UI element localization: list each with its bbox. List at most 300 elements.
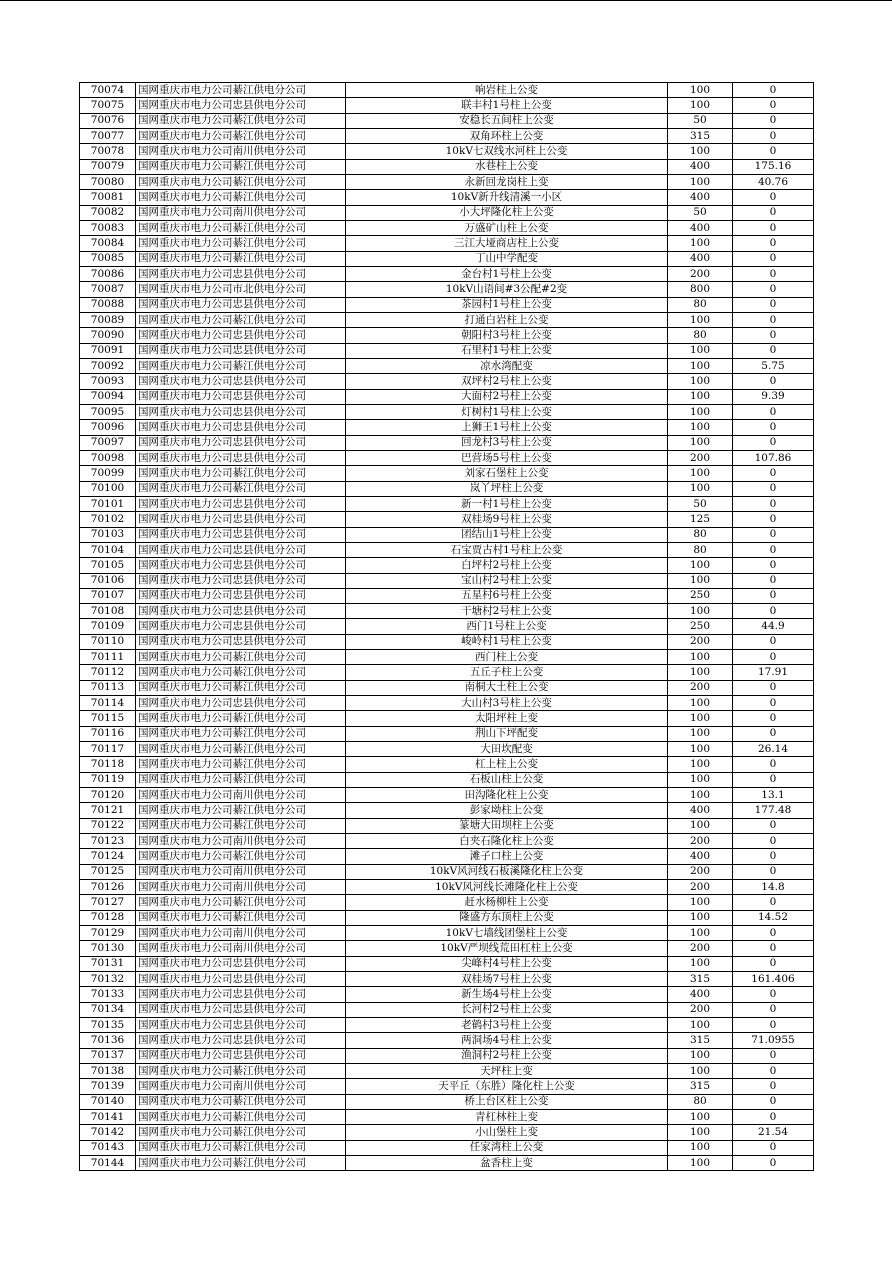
table-row xyxy=(80,389,814,404)
id-cell: 70127 xyxy=(80,895,136,910)
transformer-name-cell: 太阳坪柱上变 xyxy=(346,711,668,726)
table-row xyxy=(80,742,814,757)
table-row xyxy=(80,941,814,956)
id-cell: 70131 xyxy=(80,956,136,971)
org-cell: 国网重庆市电力公司綦江供电分公司 xyxy=(136,128,346,143)
capacity-cell: 100 xyxy=(668,466,733,481)
transformer-name-cell: 双桂场7号柱上公变 xyxy=(346,972,668,987)
transformer-name-cell: 10kV风河线石板溪隆化柱上公变 xyxy=(346,864,668,879)
capacity-cell: 125 xyxy=(668,512,733,527)
transformer-name-cell: 隆盛方东顶柱上公变 xyxy=(346,910,668,925)
capacity-cell: 100 xyxy=(668,956,733,971)
value-cell: 0 xyxy=(733,941,814,956)
org-cell: 国网重庆市电力公司綦江供电分公司 xyxy=(136,358,346,373)
capacity-cell: 250 xyxy=(668,619,733,634)
capacity-cell: 400 xyxy=(668,159,733,174)
capacity-cell: 400 xyxy=(668,251,733,266)
table-row xyxy=(80,987,814,1002)
transformer-name-cell: 石板山柱上公变 xyxy=(346,772,668,787)
table-row xyxy=(80,496,814,511)
id-cell: 70092 xyxy=(80,358,136,373)
table-row xyxy=(80,1002,814,1017)
table-row xyxy=(80,972,814,987)
id-cell: 70076 xyxy=(80,113,136,128)
capacity-cell: 100 xyxy=(668,895,733,910)
id-cell: 70134 xyxy=(80,1002,136,1017)
value-cell: 44.9 xyxy=(733,619,814,634)
id-cell: 70093 xyxy=(80,374,136,389)
table-row xyxy=(80,159,814,174)
capacity-cell: 100 xyxy=(668,696,733,711)
table-row xyxy=(80,926,814,941)
id-cell: 70143 xyxy=(80,1140,136,1155)
top-border-line xyxy=(0,0,892,1)
capacity-cell: 315 xyxy=(668,1033,733,1048)
value-cell: 0 xyxy=(733,236,814,251)
transformer-name-cell: 南桐大土柱上公变 xyxy=(346,680,668,695)
capacity-cell: 100 xyxy=(668,1109,733,1124)
org-cell: 国网重庆市电力公司南川供电分公司 xyxy=(136,205,346,220)
capacity-cell: 315 xyxy=(668,972,733,987)
id-cell: 70102 xyxy=(80,512,136,527)
transformer-name-cell: 两洞场4号柱上公变 xyxy=(346,1033,668,1048)
value-cell: 0 xyxy=(733,420,814,435)
id-cell: 70087 xyxy=(80,282,136,297)
table-row xyxy=(80,527,814,542)
value-cell: 0 xyxy=(733,926,814,941)
org-cell: 国网重庆市电力公司忠县供电分公司 xyxy=(136,542,346,557)
value-cell: 0 xyxy=(733,711,814,726)
org-cell: 国网重庆市电力公司綦江供电分公司 xyxy=(136,190,346,205)
value-cell: 0 xyxy=(733,374,814,389)
capacity-cell: 50 xyxy=(668,113,733,128)
capacity-cell: 100 xyxy=(668,665,733,680)
value-cell: 0 xyxy=(733,818,814,833)
table-row xyxy=(80,144,814,159)
value-cell: 0 xyxy=(733,128,814,143)
id-cell: 70121 xyxy=(80,803,136,818)
capacity-cell: 100 xyxy=(668,343,733,358)
transformer-name-cell: 青杠林柱上变 xyxy=(346,1109,668,1124)
transformer-name-cell: 长河村2号柱上公变 xyxy=(346,1002,668,1017)
transformer-name-cell: 大田坎配变 xyxy=(346,742,668,757)
capacity-cell: 100 xyxy=(668,1048,733,1063)
capacity-cell: 100 xyxy=(668,144,733,159)
org-cell: 国网重庆市电力公司綦江供电分公司 xyxy=(136,312,346,327)
value-cell: 107.86 xyxy=(733,450,814,465)
value-cell: 0 xyxy=(733,144,814,159)
capacity-cell: 100 xyxy=(668,726,733,741)
transformer-name-cell: 篆塘大田坝柱上公变 xyxy=(346,818,668,833)
table-row xyxy=(80,895,814,910)
table-row xyxy=(80,650,814,665)
id-cell: 70082 xyxy=(80,205,136,220)
org-cell: 国网重庆市电力公司綦江供电分公司 xyxy=(136,772,346,787)
transformer-name-cell: 金台村1号柱上公变 xyxy=(346,266,668,281)
id-cell: 70085 xyxy=(80,251,136,266)
org-cell: 国网重庆市电力公司綦江供电分公司 xyxy=(136,849,346,864)
org-cell: 国网重庆市电力公司忠县供电分公司 xyxy=(136,389,346,404)
org-cell: 国网重庆市电力公司忠县供电分公司 xyxy=(136,512,346,527)
value-cell: 0 xyxy=(733,98,814,113)
value-cell: 0 xyxy=(733,312,814,327)
value-cell: 0 xyxy=(733,680,814,695)
org-cell: 国网重庆市电力公司忠县供电分公司 xyxy=(136,1002,346,1017)
value-cell: 161.406 xyxy=(733,972,814,987)
id-cell: 70079 xyxy=(80,159,136,174)
value-cell: 0 xyxy=(733,512,814,527)
table-row xyxy=(80,420,814,435)
id-cell: 70140 xyxy=(80,1094,136,1109)
capacity-cell: 250 xyxy=(668,588,733,603)
transformer-name-cell: 10kV严坝线荒田杠柱上公变 xyxy=(346,941,668,956)
org-cell: 国网重庆市电力公司綦江供电分公司 xyxy=(136,895,346,910)
capacity-cell: 200 xyxy=(668,634,733,649)
capacity-cell: 100 xyxy=(668,711,733,726)
value-cell: 0 xyxy=(733,1064,814,1079)
org-cell: 国网重庆市电力公司南川供电分公司 xyxy=(136,864,346,879)
transformer-name-cell: 朝阳村3号柱上公变 xyxy=(346,328,668,343)
transformer-name-cell: 新生场4号柱上公变 xyxy=(346,987,668,1002)
capacity-cell: 80 xyxy=(668,542,733,557)
id-cell: 70116 xyxy=(80,726,136,741)
table-row xyxy=(80,864,814,879)
org-cell: 国网重庆市电力公司忠县供电分公司 xyxy=(136,404,346,419)
capacity-cell: 100 xyxy=(668,558,733,573)
value-cell: 0 xyxy=(733,834,814,849)
id-cell: 70125 xyxy=(80,864,136,879)
value-cell: 0 xyxy=(733,113,814,128)
table-row xyxy=(80,956,814,971)
org-cell: 国网重庆市电力公司南川供电分公司 xyxy=(136,926,346,941)
capacity-cell: 400 xyxy=(668,220,733,235)
id-cell: 70122 xyxy=(80,818,136,833)
transformer-name-cell: 滩子口柱上公变 xyxy=(346,849,668,864)
id-cell: 70141 xyxy=(80,1109,136,1124)
org-cell: 国网重庆市电力公司忠县供电分公司 xyxy=(136,696,346,711)
value-cell: 0 xyxy=(733,696,814,711)
capacity-cell: 100 xyxy=(668,98,733,113)
transformer-name-cell: 10kV新升线清溪一小区 xyxy=(346,190,668,205)
transformer-name-cell: 杠上柱上公变 xyxy=(346,757,668,772)
transformer-name-cell: 尖峰村4号柱上公变 xyxy=(346,956,668,971)
table-row xyxy=(80,98,814,113)
capacity-cell: 100 xyxy=(668,420,733,435)
org-cell: 国网重庆市电力公司南川供电分公司 xyxy=(136,880,346,895)
transformer-name-cell: 丁山中学配变 xyxy=(346,251,668,266)
id-cell: 70077 xyxy=(80,128,136,143)
capacity-cell: 100 xyxy=(668,573,733,588)
table-row xyxy=(80,696,814,711)
value-cell: 0 xyxy=(733,481,814,496)
org-cell: 国网重庆市电力公司南川供电分公司 xyxy=(136,788,346,803)
id-cell: 70098 xyxy=(80,450,136,465)
org-cell: 国网重庆市电力公司綦江供电分公司 xyxy=(136,481,346,496)
org-cell: 国网重庆市电力公司忠县供电分公司 xyxy=(136,1018,346,1033)
transformer-name-cell: 石宝贾古村1号柱上公变 xyxy=(346,542,668,557)
table-row xyxy=(80,604,814,619)
id-cell: 70088 xyxy=(80,297,136,312)
value-cell: 0 xyxy=(733,297,814,312)
value-cell: 0 xyxy=(733,757,814,772)
value-cell: 0 xyxy=(733,634,814,649)
transformer-name-cell: 渔洞村2号柱上公变 xyxy=(346,1048,668,1063)
id-cell: 70123 xyxy=(80,834,136,849)
transformer-name-cell: 彭家坳柱上公变 xyxy=(346,803,668,818)
transformer-name-cell: 回龙村3号柱上公变 xyxy=(346,435,668,450)
id-cell: 70118 xyxy=(80,757,136,772)
org-cell: 国网重庆市电力公司忠县供电分公司 xyxy=(136,435,346,450)
capacity-cell: 100 xyxy=(668,435,733,450)
id-cell: 70133 xyxy=(80,987,136,1002)
transformer-name-cell: 万盛矿山柱上公变 xyxy=(346,220,668,235)
capacity-cell: 100 xyxy=(668,1125,733,1140)
transformer-name-cell: 上狮王1号柱上公变 xyxy=(346,420,668,435)
table-row xyxy=(80,174,814,189)
id-cell: 70114 xyxy=(80,696,136,711)
table-row xyxy=(80,404,814,419)
org-cell: 国网重庆市电力公司忠县供电分公司 xyxy=(136,450,346,465)
id-cell: 70075 xyxy=(80,98,136,113)
table-row xyxy=(80,83,814,98)
value-cell: 0 xyxy=(733,435,814,450)
table-row xyxy=(80,1140,814,1155)
table-row xyxy=(80,113,814,128)
id-cell: 70101 xyxy=(80,496,136,511)
value-cell: 0 xyxy=(733,205,814,220)
capacity-cell: 100 xyxy=(668,312,733,327)
org-cell: 国网重庆市电力公司市北供电分公司 xyxy=(136,282,346,297)
value-cell: 17.91 xyxy=(733,665,814,680)
table-row xyxy=(80,1033,814,1048)
capacity-cell: 400 xyxy=(668,849,733,864)
org-cell: 国网重庆市电力公司綦江供电分公司 xyxy=(136,236,346,251)
transformer-name-cell: 干塘村2号柱上公变 xyxy=(346,604,668,619)
org-cell: 国网重庆市电力公司綦江供电分公司 xyxy=(136,174,346,189)
capacity-cell: 100 xyxy=(668,1140,733,1155)
table-row xyxy=(80,1094,814,1109)
table-row xyxy=(80,910,814,925)
capacity-cell: 200 xyxy=(668,266,733,281)
table-row xyxy=(80,849,814,864)
transformer-name-cell: 荆山下坪配变 xyxy=(346,726,668,741)
org-cell: 国网重庆市电力公司綦江供电分公司 xyxy=(136,757,346,772)
transformer-name-cell: 白坪村2号柱上公变 xyxy=(346,558,668,573)
value-cell: 14.8 xyxy=(733,880,814,895)
value-cell: 177.48 xyxy=(733,803,814,818)
capacity-cell: 200 xyxy=(668,941,733,956)
id-cell: 70112 xyxy=(80,665,136,680)
table-row xyxy=(80,374,814,389)
transformer-name-cell: 双桂场9号柱上公变 xyxy=(346,512,668,527)
id-cell: 70113 xyxy=(80,680,136,695)
table-row xyxy=(80,726,814,741)
id-cell: 70119 xyxy=(80,772,136,787)
org-cell: 国网重庆市电力公司忠县供电分公司 xyxy=(136,972,346,987)
table-row xyxy=(80,1048,814,1063)
capacity-cell: 100 xyxy=(668,742,733,757)
id-cell: 70109 xyxy=(80,619,136,634)
transformer-name-cell: 凉水湾配变 xyxy=(346,358,668,373)
value-cell: 40.76 xyxy=(733,174,814,189)
org-cell: 国网重庆市电力公司綦江供电分公司 xyxy=(136,1140,346,1155)
org-cell: 国网重庆市电力公司忠县供电分公司 xyxy=(136,956,346,971)
id-cell: 70142 xyxy=(80,1125,136,1140)
table-row xyxy=(80,466,814,481)
id-cell: 70137 xyxy=(80,1048,136,1063)
org-cell: 国网重庆市电力公司南川供电分公司 xyxy=(136,834,346,849)
org-cell: 国网重庆市电力公司綦江供电分公司 xyxy=(136,1064,346,1079)
value-cell: 0 xyxy=(733,1155,814,1170)
id-cell: 70081 xyxy=(80,190,136,205)
table-row xyxy=(80,634,814,649)
transformer-name-cell: 联丰村1号柱上公变 xyxy=(346,98,668,113)
capacity-cell: 100 xyxy=(668,604,733,619)
value-cell: 0 xyxy=(733,956,814,971)
table-row xyxy=(80,619,814,634)
id-cell: 70091 xyxy=(80,343,136,358)
value-cell: 0 xyxy=(733,251,814,266)
capacity-cell: 100 xyxy=(668,650,733,665)
table-row xyxy=(80,880,814,895)
transformer-name-cell: 岚丫坪柱上公变 xyxy=(346,481,668,496)
value-cell: 0 xyxy=(733,190,814,205)
id-cell: 70136 xyxy=(80,1033,136,1048)
value-cell: 14.52 xyxy=(733,910,814,925)
id-cell: 70115 xyxy=(80,711,136,726)
id-cell: 70090 xyxy=(80,328,136,343)
org-cell: 国网重庆市电力公司綦江供电分公司 xyxy=(136,466,346,481)
id-cell: 70086 xyxy=(80,266,136,281)
table-row xyxy=(80,1125,814,1140)
transformer-name-cell: 灯树村1号柱上公变 xyxy=(346,404,668,419)
table-row xyxy=(80,818,814,833)
org-cell: 国网重庆市电力公司忠县供电分公司 xyxy=(136,98,346,113)
table-row xyxy=(80,481,814,496)
table-row xyxy=(80,190,814,205)
capacity-cell: 100 xyxy=(668,374,733,389)
table-row xyxy=(80,205,814,220)
id-cell: 70095 xyxy=(80,404,136,419)
org-cell: 国网重庆市电力公司綦江供电分公司 xyxy=(136,1155,346,1170)
org-cell: 国网重庆市电力公司綦江供电分公司 xyxy=(136,665,346,680)
transformer-name-cell: 赶水杨柳柱上公变 xyxy=(346,895,668,910)
id-cell: 70132 xyxy=(80,972,136,987)
table-row xyxy=(80,558,814,573)
id-cell: 70108 xyxy=(80,604,136,619)
table-row xyxy=(80,772,814,787)
transformer-name-cell: 水巷柱上公变 xyxy=(346,159,668,174)
value-cell: 9.39 xyxy=(733,389,814,404)
value-cell: 0 xyxy=(733,328,814,343)
transformer-name-cell: 小大坪隆化柱上公变 xyxy=(346,205,668,220)
transformer-name-cell: 巴营场5号柱上公变 xyxy=(346,450,668,465)
table-row xyxy=(80,512,814,527)
org-cell: 国网重庆市电力公司忠县供电分公司 xyxy=(136,619,346,634)
org-cell: 国网重庆市电力公司綦江供电分公司 xyxy=(136,818,346,833)
transformer-name-cell: 白夹石隆化柱上公变 xyxy=(346,834,668,849)
org-cell: 国网重庆市电力公司南川供电分公司 xyxy=(136,144,346,159)
table-row xyxy=(80,220,814,235)
capacity-cell: 400 xyxy=(668,190,733,205)
table-row xyxy=(80,1155,814,1170)
org-cell: 国网重庆市电力公司忠县供电分公司 xyxy=(136,527,346,542)
table-row xyxy=(80,266,814,281)
id-cell: 70100 xyxy=(80,481,136,496)
org-cell: 国网重庆市电力公司忠县供电分公司 xyxy=(136,420,346,435)
capacity-cell: 100 xyxy=(668,358,733,373)
id-cell: 70083 xyxy=(80,220,136,235)
capacity-cell: 80 xyxy=(668,527,733,542)
value-cell: 0 xyxy=(733,1109,814,1124)
capacity-cell: 100 xyxy=(668,236,733,251)
transformer-name-cell: 小山堡柱上变 xyxy=(346,1125,668,1140)
value-cell: 0 xyxy=(733,466,814,481)
value-cell: 0 xyxy=(733,726,814,741)
id-cell: 70078 xyxy=(80,144,136,159)
transformer-name-cell: 任家湾柱上公变 xyxy=(346,1140,668,1155)
transformer-name-cell: 峻岭村1号柱上公变 xyxy=(346,634,668,649)
table-row xyxy=(80,1079,814,1094)
value-cell: 0 xyxy=(733,558,814,573)
value-cell: 0 xyxy=(733,1018,814,1033)
transformer-name-cell: 宝山村2号柱上公变 xyxy=(346,573,668,588)
id-cell: 70124 xyxy=(80,849,136,864)
value-cell: 0 xyxy=(733,527,814,542)
org-cell: 国网重庆市电力公司忠县供电分公司 xyxy=(136,343,346,358)
table-row xyxy=(80,711,814,726)
table-row xyxy=(80,1064,814,1079)
org-cell: 国网重庆市电力公司綦江供电分公司 xyxy=(136,159,346,174)
org-cell: 国网重庆市电力公司綦江供电分公司 xyxy=(136,910,346,925)
table-row xyxy=(80,251,814,266)
org-cell: 国网重庆市电力公司綦江供电分公司 xyxy=(136,711,346,726)
id-cell: 70074 xyxy=(80,83,136,98)
transformer-name-cell: 天坪柱上变 xyxy=(346,1064,668,1079)
org-cell: 国网重庆市电力公司忠县供电分公司 xyxy=(136,374,346,389)
id-cell: 70120 xyxy=(80,788,136,803)
value-cell: 0 xyxy=(733,588,814,603)
id-cell: 70089 xyxy=(80,312,136,327)
value-cell: 0 xyxy=(733,496,814,511)
table-row xyxy=(80,435,814,450)
capacity-cell: 100 xyxy=(668,926,733,941)
capacity-cell: 80 xyxy=(668,328,733,343)
transformer-name-cell: 三江大垭商店柱上公变 xyxy=(346,236,668,251)
id-cell: 70097 xyxy=(80,435,136,450)
table-row xyxy=(80,328,814,343)
org-cell: 国网重庆市电力公司忠县供电分公司 xyxy=(136,1048,346,1063)
org-cell: 国网重庆市电力公司綦江供电分公司 xyxy=(136,680,346,695)
id-cell: 70128 xyxy=(80,910,136,925)
transformer-name-cell: 永新回龙岗柱上变 xyxy=(346,174,668,189)
id-cell: 70094 xyxy=(80,389,136,404)
transformer-name-cell: 五星村6号柱上公变 xyxy=(346,588,668,603)
capacity-cell: 100 xyxy=(668,788,733,803)
org-cell: 国网重庆市电力公司忠县供电分公司 xyxy=(136,987,346,1002)
table-row xyxy=(80,236,814,251)
id-cell: 70130 xyxy=(80,941,136,956)
id-cell: 70135 xyxy=(80,1018,136,1033)
transformer-name-cell: 西门柱上公变 xyxy=(346,650,668,665)
capacity-cell: 80 xyxy=(668,1094,733,1109)
capacity-cell: 100 xyxy=(668,818,733,833)
id-cell: 70103 xyxy=(80,527,136,542)
org-cell: 国网重庆市电力公司忠县供电分公司 xyxy=(136,604,346,619)
transformer-name-cell: 双坪村2号柱上公变 xyxy=(346,374,668,389)
value-cell: 0 xyxy=(733,650,814,665)
org-cell: 国网重庆市电力公司綦江供电分公司 xyxy=(136,726,346,741)
